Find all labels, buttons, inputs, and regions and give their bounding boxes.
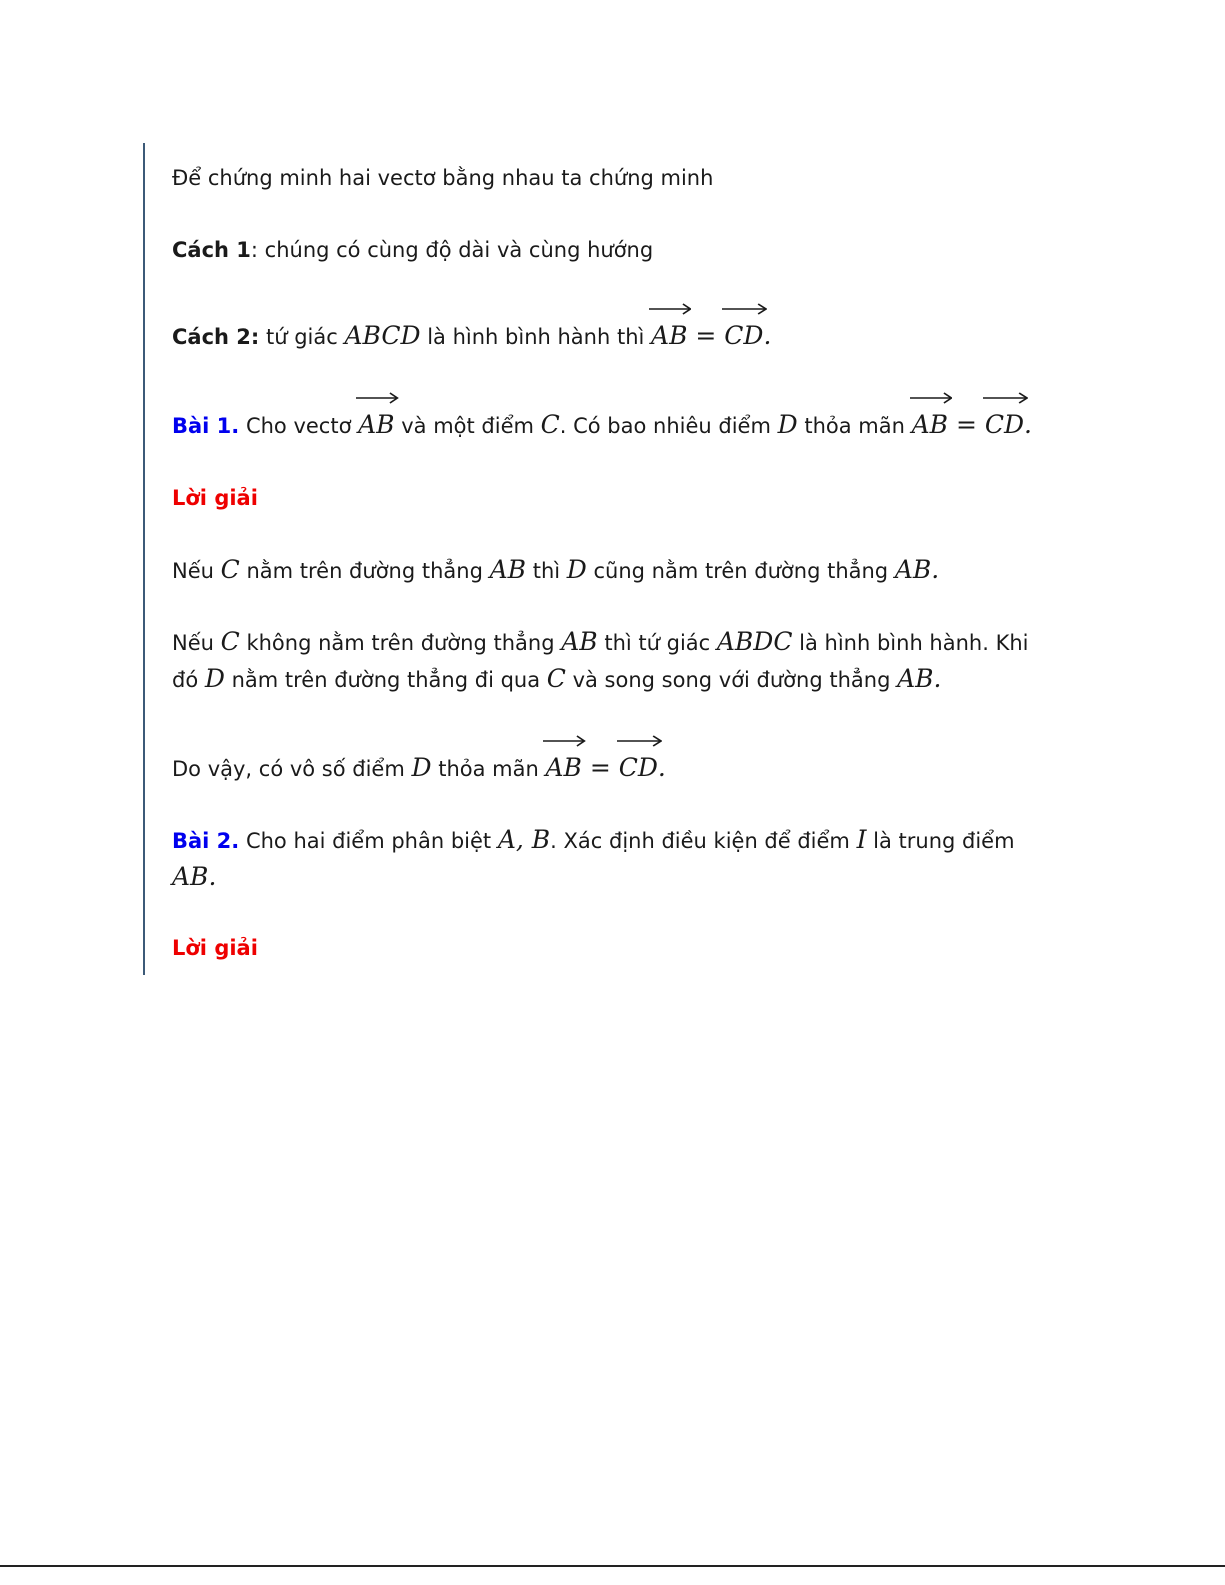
math-point-c: C	[220, 627, 240, 656]
vector-cd	[619, 750, 658, 786]
text-run: và song song với đường thẳng	[565, 668, 898, 692]
text-run: là trung điểm	[866, 829, 1015, 853]
solution-2-label: Lời giải	[172, 936, 258, 960]
text-run: là hình bình hành thì	[420, 325, 652, 349]
method-2-label: Cách 2:	[172, 325, 260, 349]
text-run: là hình bình hành. Khi đó	[172, 631, 1029, 692]
vector-ab	[545, 750, 581, 786]
vector-cd	[985, 407, 1024, 443]
math-point-d: D	[411, 753, 432, 782]
method-1-label: Cách 1	[172, 238, 251, 262]
right-arrow-icon	[617, 735, 662, 747]
vector-ab-label: AB	[911, 410, 949, 439]
math-point-d: D	[204, 664, 225, 693]
math-line-ab: AB	[561, 627, 598, 656]
period: .	[1024, 410, 1032, 439]
solution-2-heading	[172, 930, 258, 966]
method-1-paragraph	[172, 232, 653, 268]
problem-2-label: Bài 2.	[172, 829, 240, 853]
text-run: Nếu	[172, 559, 221, 583]
intro-text: Để chứng minh hai vectơ bằng nhau ta chứng minh	[172, 166, 714, 190]
right-arrow-icon	[543, 735, 585, 747]
period: .	[657, 753, 666, 782]
solution-1-conclusion	[172, 750, 666, 787]
text-run: cũng nằm trên đường thẳng	[586, 559, 895, 583]
text-run: Cho vectơ	[239, 414, 359, 438]
vector-ab	[912, 407, 948, 443]
text-run: thì	[526, 559, 567, 583]
text-run: Do vậy, có vô số điểm	[172, 757, 412, 781]
method-2-paragraph	[172, 318, 771, 355]
blockquote-bar	[143, 143, 145, 975]
right-arrow-icon	[649, 303, 691, 315]
solution-1-heading	[172, 480, 258, 516]
problem-1-paragraph	[172, 407, 1032, 444]
vector-ab-label: AB	[651, 321, 688, 350]
math-point-d: D	[777, 410, 798, 439]
math-line-ab: AB	[897, 664, 934, 693]
vector-ab	[651, 318, 687, 354]
math-quadrilateral: ABDC	[716, 627, 793, 656]
intro-paragraph	[172, 160, 713, 196]
solution-1-case-1	[172, 552, 939, 589]
text-run: thỏa mãn	[431, 757, 546, 781]
text-run: tứ giác	[259, 325, 345, 349]
vector-ab-label: AB	[545, 753, 582, 782]
right-arrow-icon	[910, 392, 952, 404]
problem-2-paragraph	[172, 822, 1052, 896]
right-arrow-icon	[356, 392, 398, 404]
text-run: nằm trên đường thẳng đi qua	[224, 668, 547, 692]
vector-ab-label: AB	[358, 410, 395, 439]
equals-sign: =	[687, 321, 725, 350]
equals-sign: =	[581, 753, 619, 782]
vector-cd-label: CD	[618, 753, 658, 782]
math-line-ab: AB	[489, 555, 527, 584]
period: .	[763, 321, 772, 350]
period: .	[933, 664, 942, 693]
page-bottom-rule	[0, 1565, 1225, 1567]
right-arrow-icon	[722, 303, 767, 315]
period: .	[931, 555, 940, 584]
problem-1-label: Bài 1.	[172, 414, 240, 438]
text-run: Nếu	[172, 631, 221, 655]
text-run: Cho hai điểm phân biệt	[239, 829, 498, 853]
math-line-ab: AB	[894, 555, 932, 584]
text-run: không nằm trên đường thẳng	[239, 631, 562, 655]
equals-sign: =	[948, 410, 985, 439]
text-run: . Có bao nhiêu điểm	[559, 414, 778, 438]
vector-cd-label: CD	[984, 410, 1025, 439]
solution-1-case-2	[172, 624, 1052, 698]
text-run: thỏa mãn	[797, 414, 912, 438]
math-point-i: I	[856, 825, 867, 854]
vector-cd-label: CD	[724, 321, 764, 350]
right-arrow-icon	[983, 392, 1028, 404]
math-point-c: C	[546, 664, 566, 693]
method-1-text: : chúng có cùng độ dài và cùng hướng	[250, 238, 654, 262]
vector-cd	[724, 318, 763, 354]
period: .	[208, 862, 217, 891]
vector-ab	[358, 407, 394, 443]
text-run: . Xác định điều kiện để điểm	[550, 829, 857, 853]
math-points-ab: A, B	[497, 825, 551, 854]
math-point-c: C	[540, 410, 560, 439]
math-point-d: D	[566, 555, 587, 584]
text-run: thì tứ giác	[597, 631, 717, 655]
text-run: và một điểm	[394, 414, 541, 438]
math-quadrilateral: ABCD	[344, 321, 421, 350]
solution-1-label: Lời giải	[172, 486, 258, 510]
math-segment-ab: AB	[172, 862, 209, 891]
math-point-c: C	[220, 555, 240, 584]
text-run: nằm trên đường thẳng	[239, 559, 490, 583]
